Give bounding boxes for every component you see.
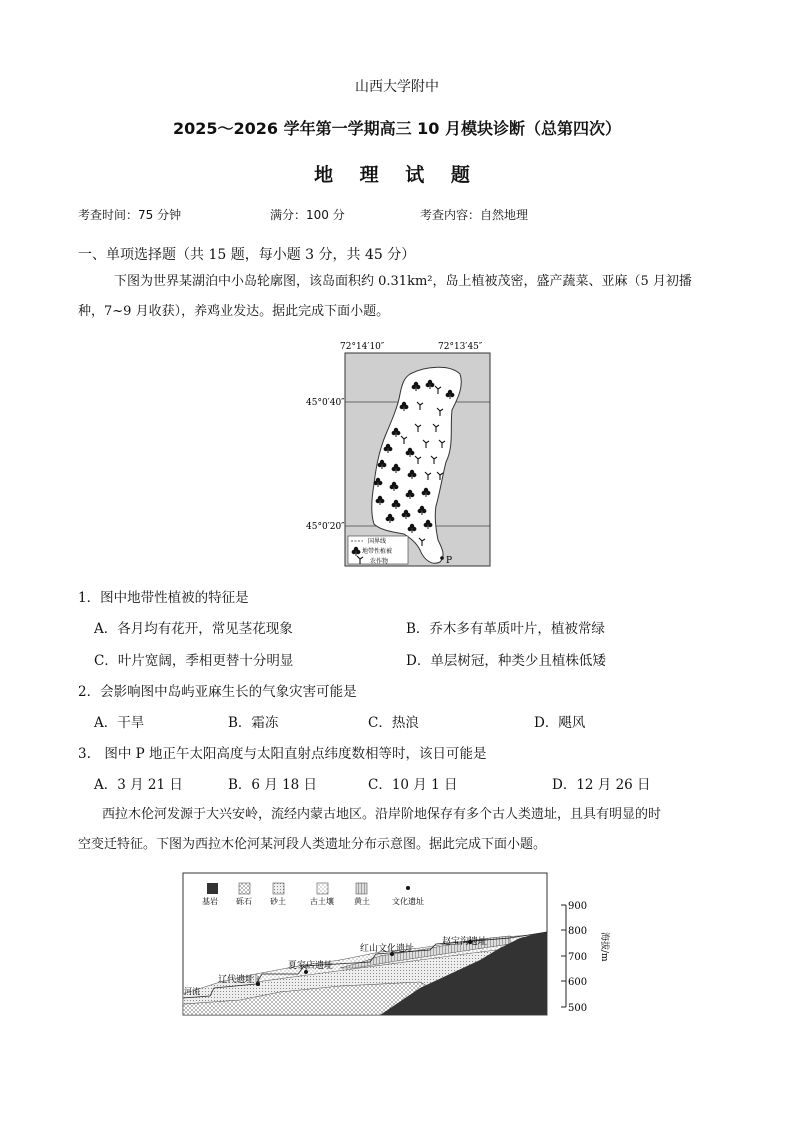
lon-left-label: 72°14′10″	[340, 342, 385, 352]
legend-border-label: 国界线	[368, 538, 387, 545]
passage-1-line-2: 种，7~9 月收获），养鸡业发达。据此完成下面小题。	[78, 304, 390, 319]
legend-paleosol-label: 古土壤	[310, 897, 334, 906]
legend-site-dot	[406, 886, 410, 890]
question-2-option-c: C．热浪	[368, 715, 419, 731]
legend-loess-label: 黄土	[354, 897, 370, 906]
question-3-option-c: C．10 月 1 日	[368, 777, 458, 793]
river-terrace-profile	[180, 870, 610, 1018]
question-2-option-a: A．干旱	[94, 715, 145, 731]
lon-right-label: 72°13′45″	[438, 342, 483, 352]
legend-loess-swatch	[356, 883, 367, 894]
subject-title: 地 理 试 题	[314, 164, 480, 186]
point-p-label: P	[446, 556, 453, 566]
tick-label-600: 600	[568, 977, 588, 988]
tick-label-900: 900	[568, 901, 588, 912]
tick-label-700: 700	[568, 952, 588, 963]
legend-gravel-swatch	[239, 883, 250, 894]
passage-2-line-1: 西拉木伦河发源于大兴安岭，流经内蒙古地区。沿岸阶地保存有多个古人类遗址，且具有明显的时	[102, 807, 662, 822]
full-score: 满分：100 分	[270, 208, 345, 222]
question-3-option-d: D．12 月 26 日	[552, 777, 651, 793]
question-2-option-b: B．霜冻	[228, 715, 279, 731]
island-map	[300, 336, 500, 572]
tick-label-500: 500	[568, 1003, 588, 1014]
exam-time: 考查时间：75 分钟	[78, 208, 182, 222]
exam-title: 2025～2026 学年第一学期高三 10 月模块诊断（总第四次）	[172, 119, 622, 138]
legend-vegetation-label: 地带性植被	[362, 548, 393, 555]
question-1-option-d: D．单层树冠，种类少且植株低矮	[406, 653, 606, 669]
altitude-axis-label: 海拔/m	[599, 932, 609, 962]
site-liao-label: 辽代遗址	[218, 975, 255, 985]
question-3-option-b: B．6 月 18 日	[228, 777, 318, 793]
passage-2-line-2: 空变迁特征。下图为西拉木伦河某河段人类遗址分布示意图。据此完成下面小题。	[78, 837, 547, 852]
legend-site-label: 文化遗址	[392, 897, 424, 906]
legend-sand-label: 砂土	[270, 897, 286, 906]
legend-bedrock-label: 基岩	[202, 897, 218, 906]
question-1-option-b: B．乔木多有革质叶片，植被常绿	[406, 621, 605, 637]
site-hongshan-label: 红山文化遗址	[360, 944, 415, 954]
site-zhaobaogou-label: 赵宝沟遗址	[442, 937, 488, 947]
lat-bottom-label: 45°0′20″	[306, 522, 345, 532]
legend-paleosol-swatch	[317, 883, 328, 894]
site-liao-dot	[256, 982, 260, 986]
question-1-option-c: C．叶片宽阔，季相更替十分明显	[94, 653, 294, 669]
tick-label-800: 800	[568, 926, 588, 937]
question-3-option-a: A．3 月 21 日	[94, 777, 183, 793]
legend-sand-swatch	[273, 883, 284, 894]
legend-gravel-label: 砾石	[236, 897, 252, 906]
question-1-option-a: A．各月均有花开，常见茎花现象	[94, 621, 293, 637]
section-title: 一、单项选择题（共 15 题，每小题 3 分，共 45 分）	[78, 247, 416, 263]
question-2-stem: 2．会影响图中岛屿亚麻生长的气象灾害可能是	[78, 684, 357, 700]
site-xiajiadian-label: 夏家店遗址	[288, 961, 334, 971]
question-2-option-d: D．飓风	[534, 715, 586, 731]
question-1-stem: 1．图中地带性植被的特征是	[78, 590, 249, 606]
river-label: 河流	[184, 987, 200, 996]
point-p-marker	[440, 556, 444, 560]
exam-content: 考查内容：自然地理	[420, 208, 529, 222]
legend-crop-label: 农作物	[370, 558, 389, 565]
lat-top-label: 45°0′40″	[306, 398, 345, 408]
passage-1-line-1: 下图为世界某湖泊中小岛轮廓图，该岛面积约 0.31km²，岛上植被茂密，盛产蔬菜、亚麻（5 月初播	[114, 274, 692, 289]
legend-bedrock-swatch	[207, 883, 218, 894]
question-3-stem: 3. 图中 P 地正午太阳高度与太阳直射点纬度数相等时，该日可能是	[78, 746, 487, 762]
school-name: 山西大学附中	[355, 79, 439, 95]
